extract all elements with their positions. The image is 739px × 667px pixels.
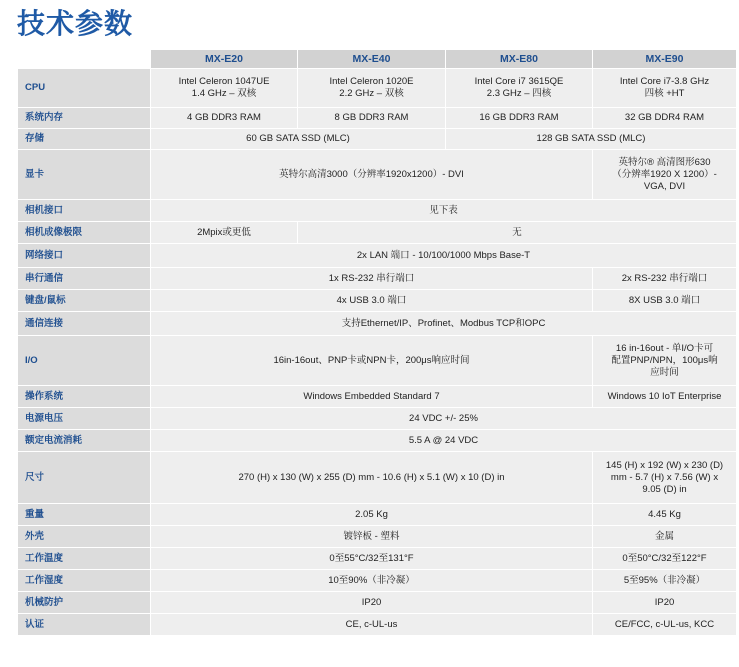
cell-current-all: 5.5 A @ 24 VDC bbox=[151, 430, 737, 452]
cell-weight-e90: 4.45 Kg bbox=[593, 504, 737, 526]
cell-storage-e80-e90: 128 GB SATA SSD (MLC) bbox=[446, 129, 737, 150]
header-mx-e80: MX-E80 bbox=[446, 50, 593, 69]
cell-size-e90: 145 (H) x 192 (W) x 230 (D) mm - 5.7 (H) x 7.56 (W) x 9.05 (D) in bbox=[593, 452, 737, 504]
table-row bbox=[18, 570, 737, 592]
row-label-usb: 键盘/鼠标 bbox=[18, 290, 151, 312]
row-label-graphics: 显卡 bbox=[18, 150, 151, 200]
row-label-camera-port: 相机接口 bbox=[18, 200, 151, 222]
row-label-cpu: CPU bbox=[18, 69, 151, 108]
table-row bbox=[18, 336, 737, 386]
table-row bbox=[18, 592, 737, 614]
row-label-protection: 机械防护 bbox=[18, 592, 151, 614]
cell-network-all: 2x LAN 端口 - 10/100/1000 Mbps Base-T bbox=[151, 244, 737, 268]
row-label-size: 尺寸 bbox=[18, 452, 151, 504]
header-corner bbox=[18, 50, 151, 69]
cell-weight-e20-e80: 2.05 Kg bbox=[151, 504, 593, 526]
cell-usb-e90: 8X USB 3.0 端口 bbox=[593, 290, 737, 312]
cell-usb-e20-e80: 4x USB 3.0 端口 bbox=[151, 290, 593, 312]
cell-camera-limit-e40-e90: 无 bbox=[298, 222, 737, 244]
cell-protection-e20-e80: IP20 bbox=[151, 592, 593, 614]
cell-cert-e20-e80: CE, c-UL-us bbox=[151, 614, 593, 636]
row-label-camera-limit: 相机成像极限 bbox=[18, 222, 151, 244]
row-label-serial: 串行通信 bbox=[18, 268, 151, 290]
cell-temp-e20-e80: 0至55°C/32至131°F bbox=[151, 548, 593, 570]
row-label-memory: 系统内存 bbox=[18, 108, 151, 129]
row-label-storage: 存储 bbox=[18, 129, 151, 150]
row-label-io: I/O bbox=[18, 336, 151, 386]
cell-cpu-e90: Intel Core i7-3.8 GHz 四核 +HT bbox=[593, 69, 737, 108]
row-label-os: 操作系统 bbox=[18, 386, 151, 408]
row-label-voltage: 电源电压 bbox=[18, 408, 151, 430]
cell-camera-limit-e20: 2Mpix或更低 bbox=[151, 222, 298, 244]
cell-io-e20-e80: 16in-16out、PNP卡或NPN卡，200μs响应时间 bbox=[151, 336, 593, 386]
cell-io-e90: 16 in-16out - 单I/O卡可 配置PNP/NPN，100μs响 应时间 bbox=[593, 336, 737, 386]
cell-serial-e90: 2x RS-232 串行端口 bbox=[593, 268, 737, 290]
header-mx-e90: MX-E90 bbox=[593, 50, 737, 69]
table-row bbox=[18, 452, 737, 504]
row-label-current: 额定电流消耗 bbox=[18, 430, 151, 452]
cell-cpu-e80: Intel Core i7 3615QE 2.3 GHz – 四核 bbox=[446, 69, 593, 108]
header-row bbox=[18, 50, 737, 69]
cell-storage-e20-e40: 60 GB SATA SSD (MLC) bbox=[151, 129, 446, 150]
cell-os-e20-e80: Windows Embedded Standard 7 bbox=[151, 386, 593, 408]
cell-memory-e80: 16 GB DDR3 RAM bbox=[446, 108, 593, 129]
table-row bbox=[18, 69, 737, 108]
table-row bbox=[18, 108, 737, 129]
cell-cert-e90: CE/FCC, c-UL-us, KCC bbox=[593, 614, 737, 636]
row-label-housing: 外壳 bbox=[18, 526, 151, 548]
row-label-comm: 通信连接 bbox=[18, 312, 151, 336]
cell-memory-e90: 32 GB DDR4 RAM bbox=[593, 108, 737, 129]
cell-camera-port-all: 见下表 bbox=[151, 200, 737, 222]
cell-graphics-e20-e80: 英特尔高清3000（分辨率1920x1200）- DVI bbox=[151, 150, 593, 200]
table-row bbox=[18, 268, 737, 290]
table-row bbox=[18, 548, 737, 570]
cell-memory-e40: 8 GB DDR3 RAM bbox=[298, 108, 446, 129]
table-row bbox=[18, 290, 737, 312]
row-label-humidity: 工作湿度 bbox=[18, 570, 151, 592]
table-row bbox=[18, 408, 737, 430]
cell-voltage-all: 24 VDC +/- 25% bbox=[151, 408, 737, 430]
cell-graphics-e90: 英特尔® 高清图形630 （分辨率1920 X 1200）- VGA, DVI bbox=[593, 150, 737, 200]
cell-humidity-e90: 5至95%（非冷凝） bbox=[593, 570, 737, 592]
table-row bbox=[18, 244, 737, 268]
table-row bbox=[18, 504, 737, 526]
cell-protection-e90: IP20 bbox=[593, 592, 737, 614]
table-row bbox=[18, 614, 737, 636]
row-label-cert: 认证 bbox=[18, 614, 151, 636]
table-row bbox=[18, 386, 737, 408]
cell-housing-e20-e80: 镀锌板 - 塑料 bbox=[151, 526, 593, 548]
cell-humidity-e20-e80: 10至90%（非冷凝） bbox=[151, 570, 593, 592]
cell-temp-e90: 0至50°C/32至122°F bbox=[593, 548, 737, 570]
cell-size-e20-e80: 270 (H) x 130 (W) x 255 (D) mm - 10.6 (H) x 5.1 (W) x 10 (D) in bbox=[151, 452, 593, 504]
row-label-temp: 工作温度 bbox=[18, 548, 151, 570]
cell-os-e90: Windows 10 IoT Enterprise bbox=[593, 386, 737, 408]
cell-housing-e90: 金属 bbox=[593, 526, 737, 548]
page-title: 技术参数 bbox=[17, 8, 134, 39]
cell-cpu-e20: Intel Celeron 1047UE 1.4 GHz – 双核 bbox=[151, 69, 298, 108]
table-row bbox=[18, 312, 737, 336]
header-mx-e40: MX-E40 bbox=[298, 50, 446, 69]
table-row bbox=[18, 150, 737, 200]
header-mx-e20: MX-E20 bbox=[151, 50, 298, 69]
cell-comm-all: 支持Ethernet/IP、Profinet、Modbus TCP和OPC bbox=[151, 312, 737, 336]
table-row bbox=[18, 200, 737, 222]
cell-memory-e20: 4 GB DDR3 RAM bbox=[151, 108, 298, 129]
table-row bbox=[18, 222, 737, 244]
cell-serial-e20-e80: 1x RS-232 串行端口 bbox=[151, 268, 593, 290]
table-row bbox=[18, 430, 737, 452]
table-row bbox=[18, 526, 737, 548]
row-label-network: 网络接口 bbox=[18, 244, 151, 268]
row-label-weight: 重量 bbox=[18, 504, 151, 526]
table-row bbox=[18, 129, 737, 150]
spec-table bbox=[17, 49, 737, 636]
cell-cpu-e40: Intel Celeron 1020E 2.2 GHz – 双核 bbox=[298, 69, 446, 108]
